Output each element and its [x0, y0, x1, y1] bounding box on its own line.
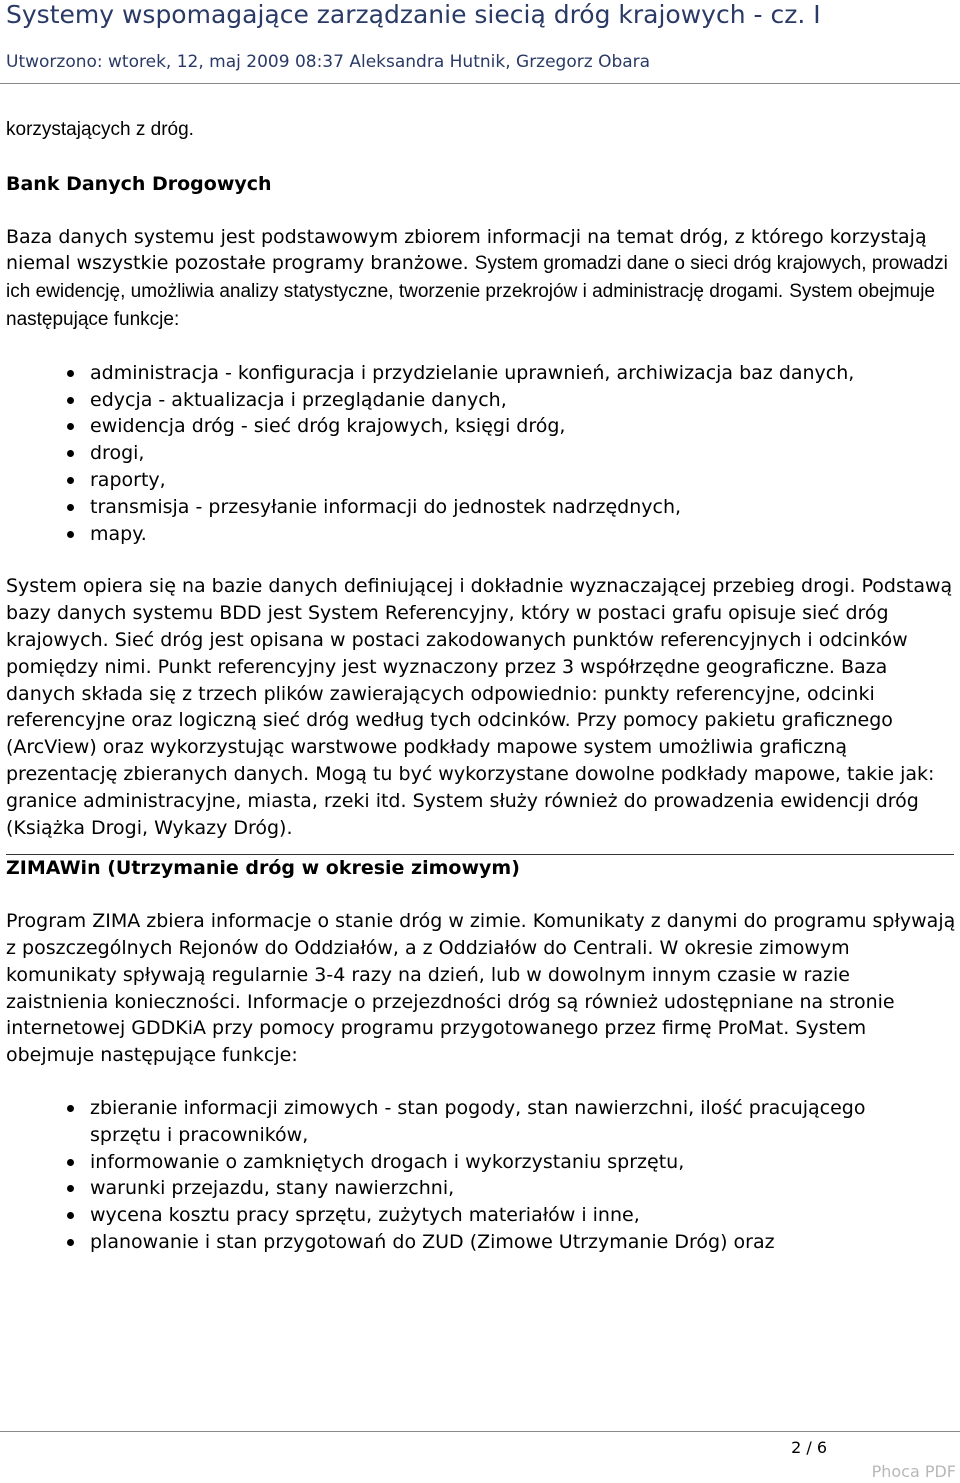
list-item: informowanie o zamkniętych drogach i wykorzystaniu sprzętu, [6, 1149, 958, 1176]
zima-functions-list [6, 1095, 958, 1256]
bdd-paragraph-1 [6, 224, 958, 334]
bdd-paragraph-2: System opiera się na bazie danych definiującej i dokładnie wyznaczającej przebieg drogi. Podstawą bazy danych systemu BDD jest System Referencyjny, który w postaci grafu opisuje sieć dróg krajowych. Sieć dróg jest opisana w postaci zakodowanych punktów referencyjnych i odcinków pomiędzy nimi. Punkt referencyjny jest wyznaczony przez 3 współrzędne geograficzne. Baza danych składa się z trzech plików zawierających odpowiednio: punkty referencyjne, odcinki referencyjne oraz logiczną sieć dróg według tych odcinków. Przy pomocy pakietu graficznego (ArcView) oraz wykorzystując warstwowe podkłady mapowe system umożliwia graficzną prezentację zbieranych danych. Mogą tu być wykorzystane dowolne podkłady mapowe, takie jak: granice administracyjne, miasta, rzeki itd. System służy również do prowadzenia ewidencji dróg (Książka Drogi, Wykazy Dróg). [6, 575, 953, 839]
list-item: wycena kosztu pracy sprzętu, zużytych materiałów i inne, [6, 1202, 958, 1229]
list-item: warunki przejazdu, stany nawierzchni, [6, 1175, 958, 1202]
footer-brand: Phoca PDF [871, 1462, 956, 1481]
section-heading-bdd: Bank Danych Drogowych [6, 172, 272, 195]
list-item: transmisja - przesyłanie informacji do jednostek nadrzędnych, [6, 494, 958, 521]
page-number: 2 / 6 [791, 1438, 827, 1457]
bdd-functions-list [6, 360, 958, 548]
footer-divider [0, 1431, 960, 1432]
list-item: administracja - konfiguracja i przydzielanie uprawnień, archiwizacja baz danych, [6, 360, 958, 387]
list-item: planowanie i stan przygotowań do ZUD (Zimowe Utrzymanie Dróg) oraz [6, 1229, 958, 1256]
page-title: Systemy wspomagające zarządzanie siecią dróg krajowych - cz. I [6, 0, 821, 29]
article-body [6, 117, 958, 1256]
zima-paragraph-1: Program ZIMA zbiera informacje o stanie dróg w zimie. Komunikaty z danymi do programu spływają z poszczególnych Rejonów do Oddziałów, a z Oddziałów do Centrali. W okresie zimowym komunikaty spływają regularnie 3-4 razy na dzień, lub w dowolnym innym czasie w razie zaistnienia konieczności. Informacje o przejezdności dróg są również udostępniane na stronie internetowej GDDKiA przy pomocy programu przygotowanego przez firmę ProMat. System obejmuje następujące funkcje: [6, 910, 956, 1067]
list-item: mapy. [6, 521, 958, 548]
section-heading-zimawin: ZIMAWin (Utrzymanie dróg w okresie zimowym) [6, 857, 520, 880]
bdd-paragraph-1-part-a: Baza danych systemu jest podstawowym zbiorem informacji na temat dróg, z którego korzystają niemal wszystkie pozostałe programy branżowe. [6, 225, 927, 275]
header-divider [0, 83, 960, 84]
list-item: zbieranie informacji zimowych - stan pogody, stan nawierzchni, ilość pracującego sprzętu i pracowników, [6, 1095, 958, 1149]
list-item: ewidencja dróg - sieć dróg krajowych, księgi dróg, [6, 413, 958, 440]
intro-fragment: korzystających z dróg. [6, 119, 194, 140]
list-item: raporty, [6, 467, 958, 494]
article-meta: Utworzono: wtorek, 12, maj 2009 08:37 Aleksandra Hutnik, Grzegorz Obara [6, 52, 651, 72]
bdd-paragraph-1-part-b: System gromadzi dane o sieci dróg krajowych, prowadzi ich ewidencję, umożliwia analizy statystyczne, tworzenie przekrojów i administrację drogami. [6, 253, 948, 303]
list-item: drogi, [6, 440, 958, 467]
list-item: edycja - aktualizacja i przeglądanie danych, [6, 387, 958, 414]
bdd-paragraph-1-part-c: System obejmuje następujące funkcje: [6, 281, 935, 330]
